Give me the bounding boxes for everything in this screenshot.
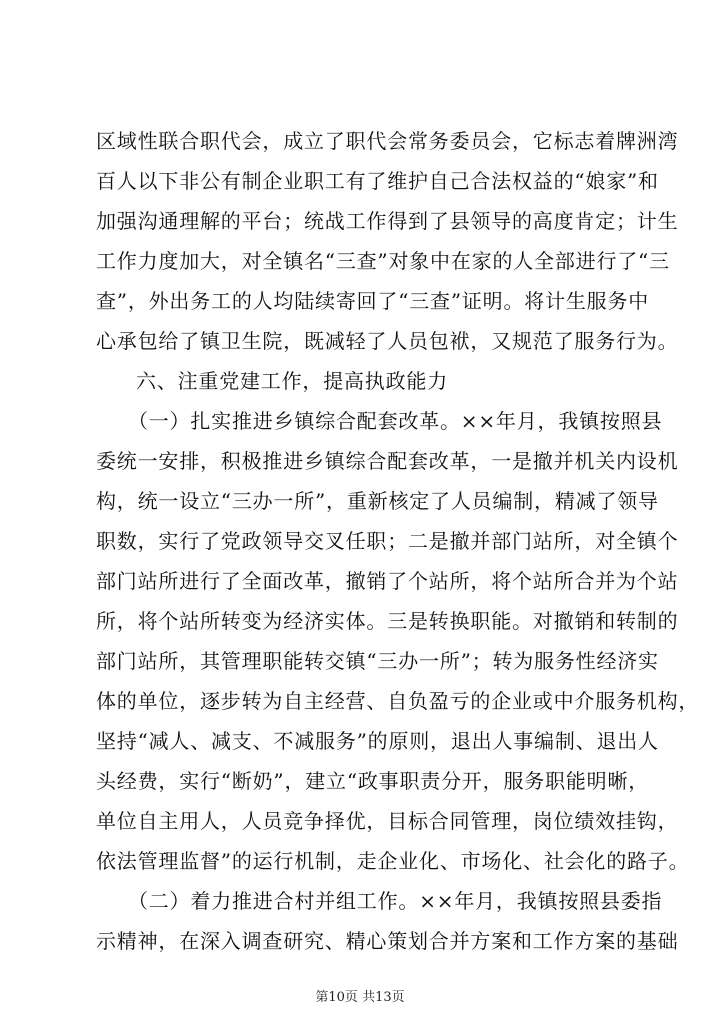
text-line-1: 区域性联合职代会，成立了职代会常务委员会，它标志着牌洲湾 [96, 129, 679, 153]
text-line-17: 头经费，实行“断奶”，建立“政事职责分开，服务职能明晰， [96, 769, 650, 793]
section-heading: 六、注重党建工作，提高执政能力 [136, 369, 448, 393]
text-line-6: 心承包给了镇卫生院，既减轻了人员包袱，又规范了服务行为。 [96, 329, 679, 353]
text-line-9: 委统一安排，积极推进乡镇综合配套改革，一是撤并机关内设机 [96, 449, 679, 473]
page-number-footer: 第10页 共13页 [315, 990, 405, 1005]
text-line-15: 体的单位，逐步转为自主经营、自负盈亏的企业或中介服务机构， [96, 689, 700, 713]
text-line-18: 单位自主用人，人员竞争择优，目标合同管理，岗位绩效挂钩， [96, 809, 679, 833]
paragraph-1-first-line: （一）扎实推进乡镇综合配套改革。××年月，我镇按照县 [128, 409, 663, 433]
text-line-3: 加强沟通理解的平台；统战工作得到了县领导的高度肯定；计生 [96, 209, 679, 233]
paragraph-2-first-line: （二）着力推进合村并组工作。××年月，我镇按照县委指 [128, 889, 663, 913]
text-line-19: 依法管理监督”的运行机制，走企业化、市场化、社会化的路子。 [96, 849, 690, 873]
text-line-21: 示精神，在深入调查研究、精心策划合并方案和工作方案的基础 [96, 929, 679, 953]
text-line-12: 部门站所进行了全面改革，撤销了个站所，将个站所合并为个站 [96, 569, 679, 593]
text-line-14: 部门站所，其管理职能转交镇“三办一所”；转为服务性经济实 [96, 649, 659, 673]
text-line-13: 所，将个站所转变为经济实体。三是转换职能。对撤销和转制的 [96, 609, 679, 633]
text-line-11: 职数，实行了党政领导交叉任职；二是撤并部门站所，对全镇个 [96, 529, 679, 553]
text-line-10: 构，统一设立“三办一所”，重新核定了人员编制，精减了领导 [96, 489, 659, 513]
text-line-2: 百人以下非公有制企业职工有了维护自己合法权益的“娘家”和 [96, 169, 659, 193]
text-line-4: 工作力度加大，对全镇名“三查”对象中在家的人全部进行了“三 [96, 249, 670, 273]
text-line-5: 查”，外出务工的人均陆续寄回了“三查”证明。将计生服务中 [96, 289, 650, 313]
text-line-16: 坚持“减人、减支、不减服务”的原则，退出人事编制、退出人 [96, 729, 659, 753]
